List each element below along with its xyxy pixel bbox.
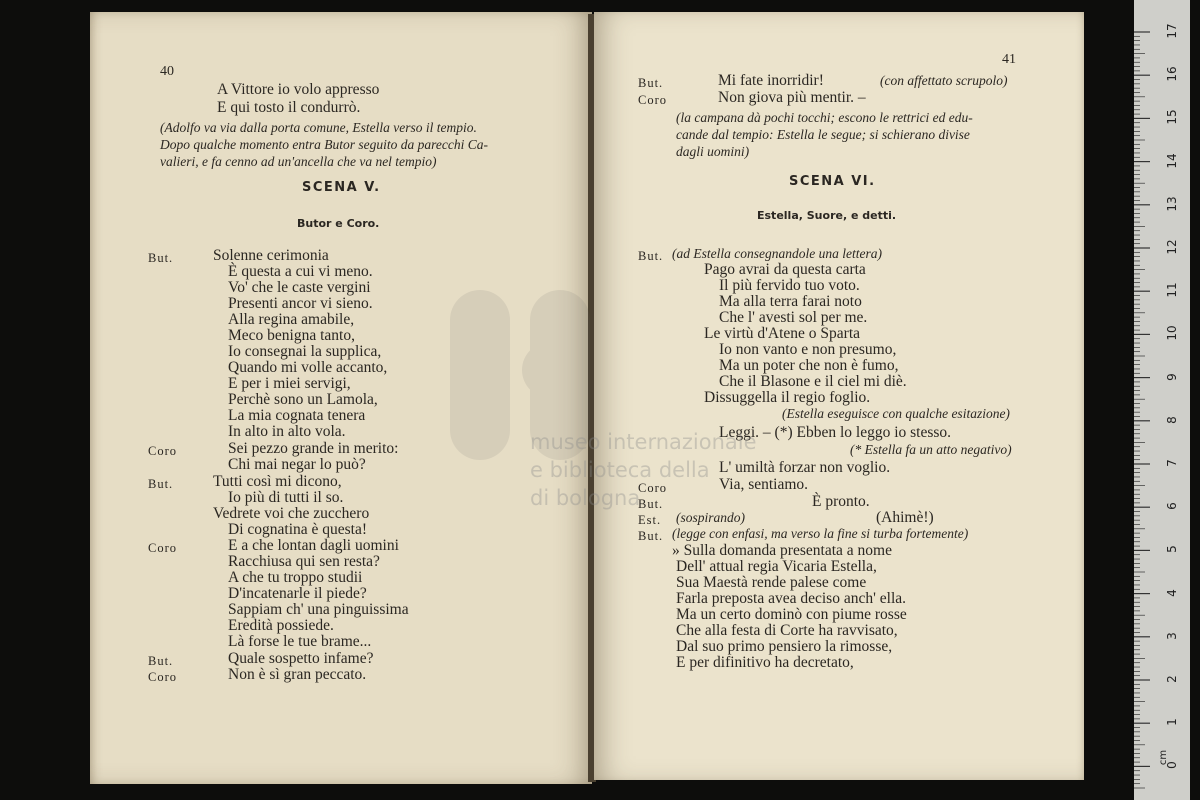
verse-line: Vedrete voi che zucchero	[213, 505, 370, 522]
ruler-unit: cm	[1158, 749, 1170, 766]
verse-line: A che tu troppo studii	[228, 569, 363, 586]
speaker-label: But.	[638, 529, 664, 543]
verse-line: E qui tosto il condurrò.	[217, 99, 361, 116]
verse-line: Là forse le tue brame...	[228, 633, 372, 650]
stage-direction: cande dal tempio: Estella le segue; si schierano divise	[676, 127, 970, 142]
speaker-label: Coro	[148, 444, 177, 458]
verse-line: Non giova più mentir. –	[718, 89, 866, 106]
speaker-label: Est.	[638, 513, 662, 527]
verse-line: Sappiam ch' una pinguissima	[228, 601, 409, 618]
verse-line: E per difinitivo ha decretato,	[676, 654, 854, 671]
verse-line: E a che lontan dagli uomini	[228, 537, 399, 554]
verse-line: Solenne cerimonia	[213, 247, 329, 264]
ruler-number: 15	[1165, 109, 1179, 126]
verse-line: Non è sì gran peccato.	[228, 666, 367, 683]
verse-line: » Sulla domanda presentata a nome	[672, 542, 892, 559]
verse-line: Il più fervido tuo voto.	[719, 277, 860, 294]
ruler-number: 2	[1165, 675, 1179, 683]
stage-direction: dagli uomini)	[676, 144, 750, 159]
scene-characters: Estella, Suore, e detti.	[757, 209, 897, 222]
verse-line: Eredità possiede.	[228, 617, 334, 634]
verse-line: Via, sentiamo.	[719, 476, 809, 493]
ruler-number: 5	[1165, 545, 1179, 554]
verse-line: Ma un poter che non è fumo,	[719, 357, 899, 374]
verse-line: Le virtù d'Atene o Sparta	[704, 325, 861, 342]
ruler-number: 11	[1165, 282, 1179, 298]
stage-direction: Dopo qualche momento entra Butor seguito da parecchi Ca-	[160, 137, 488, 152]
speaker-label: Coro	[638, 93, 667, 107]
stage-direction: (la campana dà pochi tocchi; escono le rettrici ed edu-	[676, 110, 973, 125]
ruler-number: 12	[1165, 239, 1179, 255]
verse-line: Quale sospetto infame?	[228, 650, 374, 667]
verse-line: Ma un certo dominò con piume rosse	[676, 606, 907, 623]
verse-line: D'incatenarle il piede?	[228, 585, 367, 602]
verse-line: Tutti così mi dicono,	[213, 473, 342, 490]
verse-line: Dal suo primo pensiero la rimosse,	[676, 638, 893, 655]
ruler-number: 4	[1165, 588, 1179, 597]
verse-line: Dissuggella il regio foglio.	[704, 389, 871, 406]
speaker-label: Coro	[148, 670, 177, 684]
page-number: 41	[1002, 52, 1016, 67]
ruler-number: 13	[1165, 196, 1179, 212]
speaker-label: But.	[148, 477, 174, 491]
verse-line: In alto in alto vola.	[228, 423, 346, 440]
verse-line: Pago avrai da questa carta	[704, 261, 866, 278]
ruler-number: 8	[1165, 415, 1179, 424]
speaker-label: But.	[638, 76, 664, 90]
watermark-text: di bologna	[530, 486, 641, 510]
ruler-ticks	[1134, 0, 1154, 800]
verse-line: Farla preposta avea deciso anch' ella.	[676, 590, 907, 607]
ruler-number: 16	[1165, 66, 1179, 82]
scene-heading: SCENA VI.	[789, 174, 876, 189]
verse-line: Di cognatina è questa!	[228, 521, 368, 538]
verse-line: Sua Maestà rende palese come	[676, 574, 867, 591]
scene-heading: SCENA V.	[302, 180, 381, 195]
speaker-label: But.	[148, 654, 174, 668]
verse-line: Perchè sono un Lamola,	[228, 391, 378, 408]
stage-direction: (* Estella fa un atto negativo)	[850, 442, 1012, 457]
page-number: 40	[160, 64, 174, 79]
verse-line: Che l' avesti sol per me.	[719, 309, 868, 326]
verse-line: Sei pezzo grande in merito:	[228, 440, 399, 457]
ruler-number: 9	[1165, 372, 1179, 381]
verse-line: Io consegnai la supplica,	[228, 343, 382, 360]
ruler-number: 3	[1165, 631, 1179, 640]
verse-line: Io non vanto e non presumo,	[719, 341, 897, 358]
ruler-number: 6	[1165, 502, 1179, 511]
verse-line: È questa a cui vi meno.	[228, 263, 373, 280]
speaker-label: Coro	[148, 541, 177, 555]
stage-direction: (legge con enfasi, ma verso la fine si turba fortemente)	[672, 526, 969, 541]
watermark-text: e biblioteca della	[530, 458, 710, 482]
verse-line: E per i miei servigi,	[228, 375, 351, 392]
ruler-number: 10	[1165, 325, 1179, 342]
verse-line: Quando mi volle accanto,	[228, 359, 388, 376]
stage-direction: (ad Estella consegnandole una lettera)	[672, 246, 882, 261]
verse-line: Ma alla terra farai noto	[719, 293, 862, 310]
verse-line: Meco benigna tanto,	[228, 327, 355, 344]
speaker-label: But.	[638, 497, 664, 511]
stage-direction: (con affettato scrupolo)	[880, 73, 1008, 88]
ruler-number: 7	[1165, 459, 1179, 467]
speaker-label: Coro	[638, 481, 667, 495]
verse-line: (Ahimè!)	[876, 509, 934, 526]
scene-characters: Butor e Coro.	[297, 217, 380, 230]
watermark-text: museo internazionale	[530, 430, 757, 454]
verse-line: Alla regina amabile,	[228, 311, 355, 328]
speaker-label: But.	[148, 251, 174, 265]
ruler-number: 0	[1165, 761, 1179, 770]
verse-line: L' umiltà forzar non voglio.	[719, 459, 891, 476]
stage-direction: (Adolfo va via dalla porta comune, Estella verso il tempio.	[160, 120, 477, 135]
stage-direction: (sospirando)	[676, 510, 746, 525]
verse-line: Racchiusa qui sen resta?	[228, 553, 380, 570]
stage-direction: (Estella eseguisce con qualche esitazione)	[782, 406, 1010, 421]
verse-line: Dell' attual regia Vicaria Estella,	[676, 558, 877, 575]
verse-line: Presenti ancor vi sieno.	[228, 295, 373, 312]
verse-line: Che alla festa di Corte ha ravvisato,	[676, 622, 898, 639]
verse-line: La mia cognata tenera	[228, 407, 366, 424]
ruler-number: 1	[1165, 718, 1179, 727]
ruler-number: 14	[1165, 152, 1179, 169]
verse-line: Chi mai negar lo può?	[228, 456, 366, 473]
speaker-label: But.	[638, 249, 664, 263]
verse-line: Leggi. – (*) Ebben lo leggo io stesso.	[719, 424, 952, 441]
verse-line: Io più di tutti il so.	[228, 489, 344, 506]
verse-line: Che il Blasone e il ciel mi diè.	[719, 373, 907, 390]
stage-direction: valieri, e fa cenno ad un'ancella che va nel tempio)	[160, 154, 437, 169]
verse-line: Vo' che le caste vergini	[228, 279, 371, 296]
verse-line: Mi fate inorridir!	[718, 72, 824, 89]
verse-line: A Vittore io volo appresso	[217, 81, 380, 98]
measurement-ruler	[1134, 0, 1190, 800]
verse-line: È pronto.	[812, 493, 870, 510]
ruler-number: 17	[1165, 23, 1179, 39]
